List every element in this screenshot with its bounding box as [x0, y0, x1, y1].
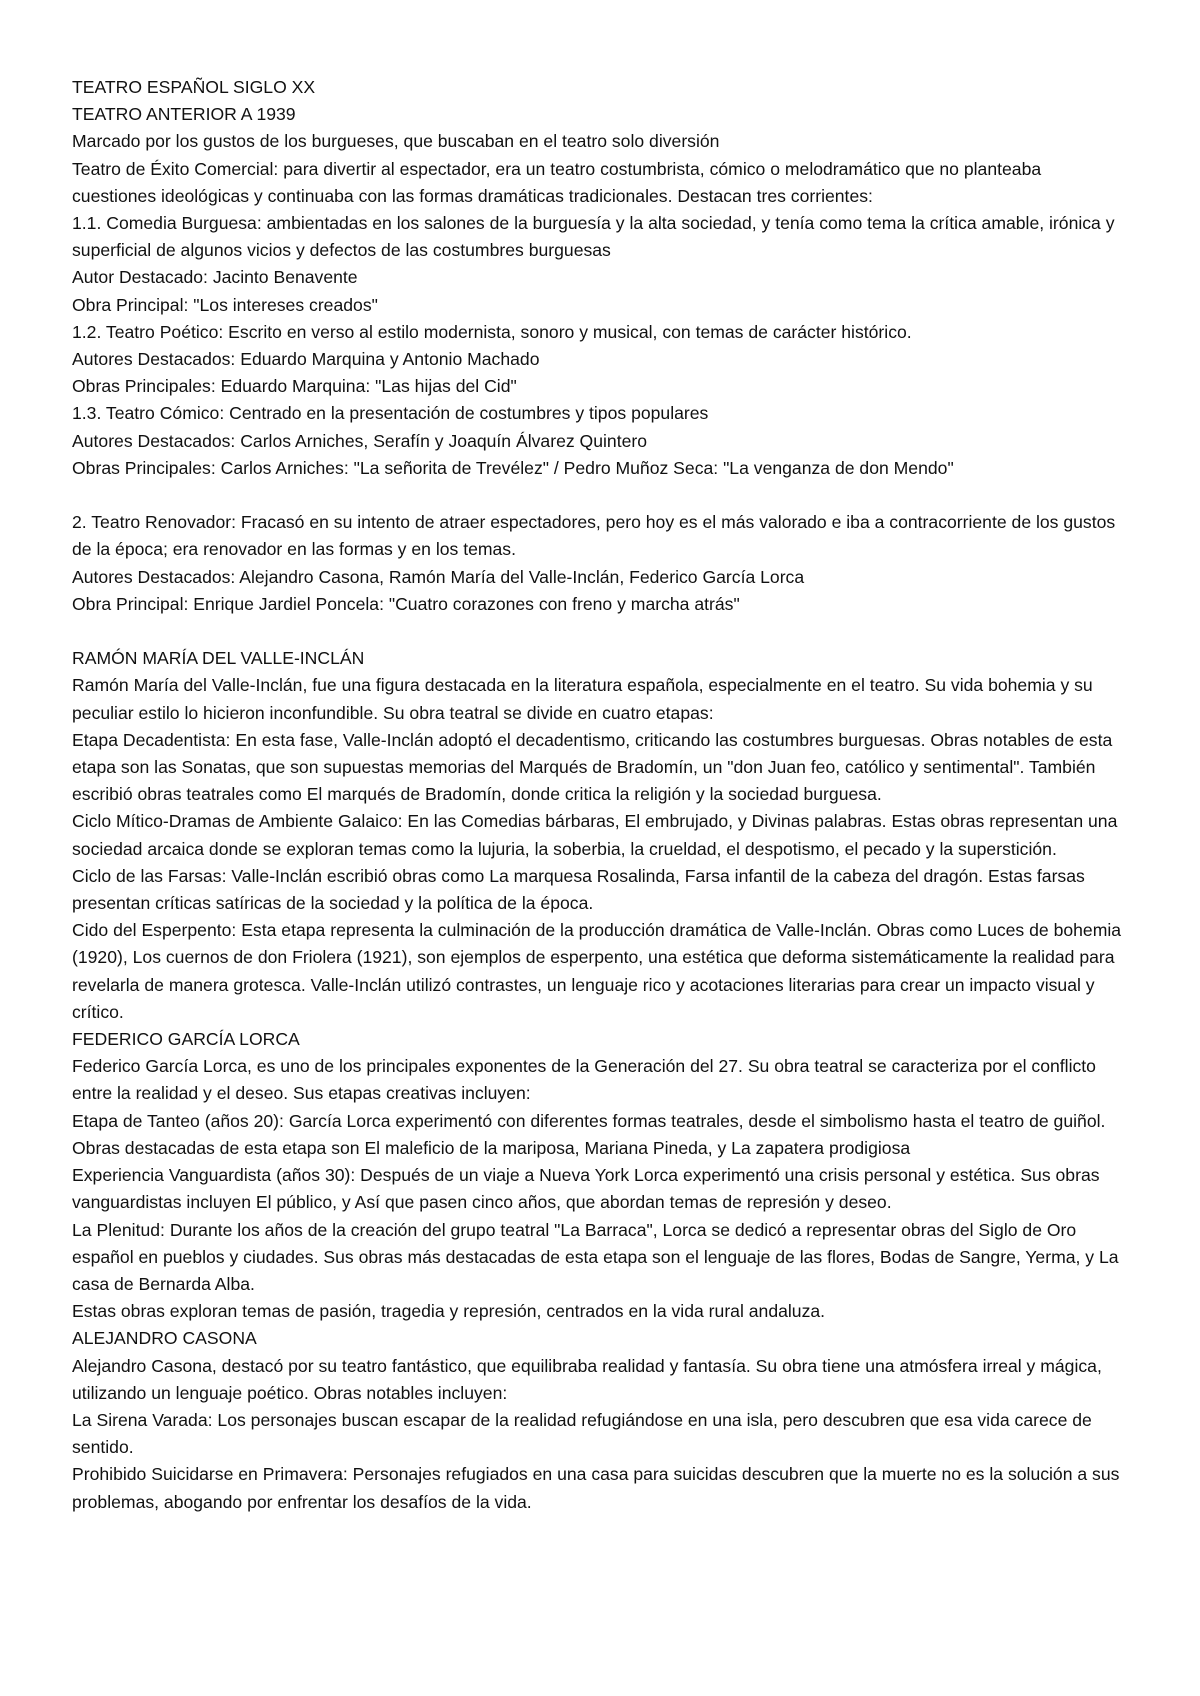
paragraph: Autores Destacados: Alejandro Casona, Ramón María del Valle-Inclán, Federico García Lorca — [72, 566, 805, 587]
section-heading-valle-inclan: RAMÓN MARÍA DEL VALLE-INCLÁN — [72, 648, 365, 669]
paragraph: Ramón María del Valle-Inclán, fue una figura destacada en la literatura española, especialmente en el teatro. Su vida bohemia y su peculiar estilo lo hicieron inconfundible. Su obra teatral se divide en cuatro etapas: — [72, 675, 1093, 723]
paragraph: Experiencia Vanguardista (años 30): Después de un viaje a Nueva York Lorca experimentó una crisis personal y estética. Sus obras vanguardistas incluyen El público, y Así que pasen cinco años, que abordan temas de represión y deseo. — [72, 1165, 1100, 1213]
paragraph: La Sirena Varada: Los personajes buscan escapar de la realidad refugiándose en una isla, pero descubren que esa vida carece de sentido. — [72, 1409, 1092, 1458]
blank-line — [72, 618, 1130, 645]
paragraph: Obra Principal: "Los intereses creados" — [72, 294, 378, 315]
paragraph: Autores Destacados: Eduardo Marquina y Antonio Machado — [72, 349, 540, 370]
paragraph: Autor Destacado: Jacinto Benavente — [72, 267, 358, 288]
paragraph: Alejandro Casona, destacó por su teatro fantástico, que equilibraba realidad y fantasía. Su obra tiene una atmósfera irreal y mágica, utilizando un lenguaje poético. Obras notables incluyen: — [72, 1355, 1102, 1403]
paragraph: Estas obras exploran temas de pasión, tragedia y represión, centrados en la vida rural andaluza. — [72, 1301, 826, 1322]
paragraph: Obras Principales: Carlos Arniches: "La señorita de Trevélez" / Pedro Muñoz Seca: "La venganza de don Mendo" — [72, 457, 954, 478]
paragraph: 1.1. Comedia Burguesa: ambientadas en los salones de la burguesía y la alta sociedad, y tenía como tema la crítica amable, irónica y superficial de algunos vicios y defectos de las costumbres burguesas — [72, 213, 1115, 261]
paragraph: Federico García Lorca, es uno de los principales exponentes de la Generación del 27. Su obra teatral se caracteriza por el conflicto entre la realidad y el deseo. Sus etapas creativas incluyen: — [72, 1056, 1096, 1104]
paragraph: 1.3. Teatro Cómico: Centrado en la presentación de costumbres y tipos populares — [72, 403, 709, 424]
document-page — [72, 74, 1130, 1516]
paragraph: Teatro de Éxito Comercial: para divertir al espectador, era un teatro costumbrista, cómico o melodramático que no planteaba cuestiones ideológicas y continuaba con las formas dramáticas tradicionales. Destacan tres corrientes: — [72, 158, 1042, 206]
paragraph: Obras Principales: Eduardo Marquina: "Las hijas del Cid" — [72, 376, 517, 397]
paragraph: Cido del Esperpento: Esta etapa representa la culminación de la producción dramática de Valle-Inclán. Obras como Luces de bohemia (1920), Los cuernos de don Friolera (1921), son ejemplos de esperpento, una estética que deforma sistemáticamente la realidad para revelarla de manera grotesca. Valle-Inclán utilizó contrastes, un lenguaje rico y acotaciones literarias para crear un impacto visual y crítico. — [72, 920, 1122, 1022]
paragraph: Autores Destacados: Carlos Arniches, Serafín y Joaquín Álvarez Quintero — [72, 430, 648, 451]
paragraph: 1.2. Teatro Poético: Escrito en verso al estilo modernista, sonoro y musical, con temas de carácter histórico. — [72, 321, 912, 342]
paragraph: La Plenitud: Durante los años de la creación del grupo teatral "La Barraca", Lorca se dedicó a representar obras del Siglo de Oro español en pueblos y ciudades. Sus obras más destacadas de esta etapa son el lenguaje de las flores, Bodas de Sangre, Yerma, y La casa de Bernarda Alba. — [72, 1219, 1119, 1294]
blank-line — [72, 482, 1130, 509]
section-heading-garcia-lorca: FEDERICO GARCÍA LORCA — [72, 1029, 300, 1050]
paragraph: 2. Teatro Renovador: Fracasó en su intento de atraer espectadores, pero hoy es el más valorado e iba a contracorriente de los gustos de la época; era renovador en las formas y en los temas. — [72, 512, 1116, 560]
doc-title: TEATRO ESPAÑOL SIGLO XX — [72, 77, 316, 97]
paragraph: Etapa Decadentista: En esta fase, Valle-Inclán adoptó el decadentismo, criticando las costumbres burguesas. Obras notables de esta etapa son las Sonatas, que son supuestas memorias del Marqués de Bradomín, un "don Juan feo, católico y sentimental". También escribió obras teatrales como El marqués de Bradomín, donde critica la religión y la sociedad burguesa. — [72, 729, 1113, 805]
paragraph: Etapa de Tanteo (años 20): García Lorca experimentó con diferentes formas teatrales, desde el simbolismo hasta el teatro de guiñol. Obras destacadas de esta etapa son El maleficio de la mariposa, Mariana Pineda, y La zapatera prodigiosa — [72, 1110, 1106, 1158]
paragraph: Marcado por los gustos de los burgueses, que buscaban en el teatro solo diversión — [72, 131, 720, 152]
section-heading-casona: ALEJANDRO CASONA — [72, 1328, 257, 1349]
paragraph: Prohibido Suicidarse en Primavera: Personajes refugiados en una casa para suicidas descubren que la muerte no es la solución a sus problemas, abogando por enfrentar los desafíos de la vida. — [72, 1464, 1120, 1512]
paragraph: Obra Principal: Enrique Jardiel Poncela: "Cuatro corazones con freno y marcha atrás" — [72, 593, 740, 614]
paragraph: Ciclo Mítico-Dramas de Ambiente Galaico: En las Comedias bárbaras, El embrujado, y Divinas palabras. Estas obras representan una sociedad arcaica donde se exploran temas como la lujuria, la soberbia, la crueldad, el despotismo, el pecado y la superstición. — [72, 811, 1118, 859]
paragraph: Ciclo de las Farsas: Valle-Inclán escribió obras como La marquesa Rosalinda, Farsa infantil de la cabeza del dragón. Estas farsas presentan críticas satíricas de la sociedad y la política de la época. — [72, 865, 1085, 914]
section-heading-pre-1939: TEATRO ANTERIOR A 1939 — [72, 104, 296, 125]
